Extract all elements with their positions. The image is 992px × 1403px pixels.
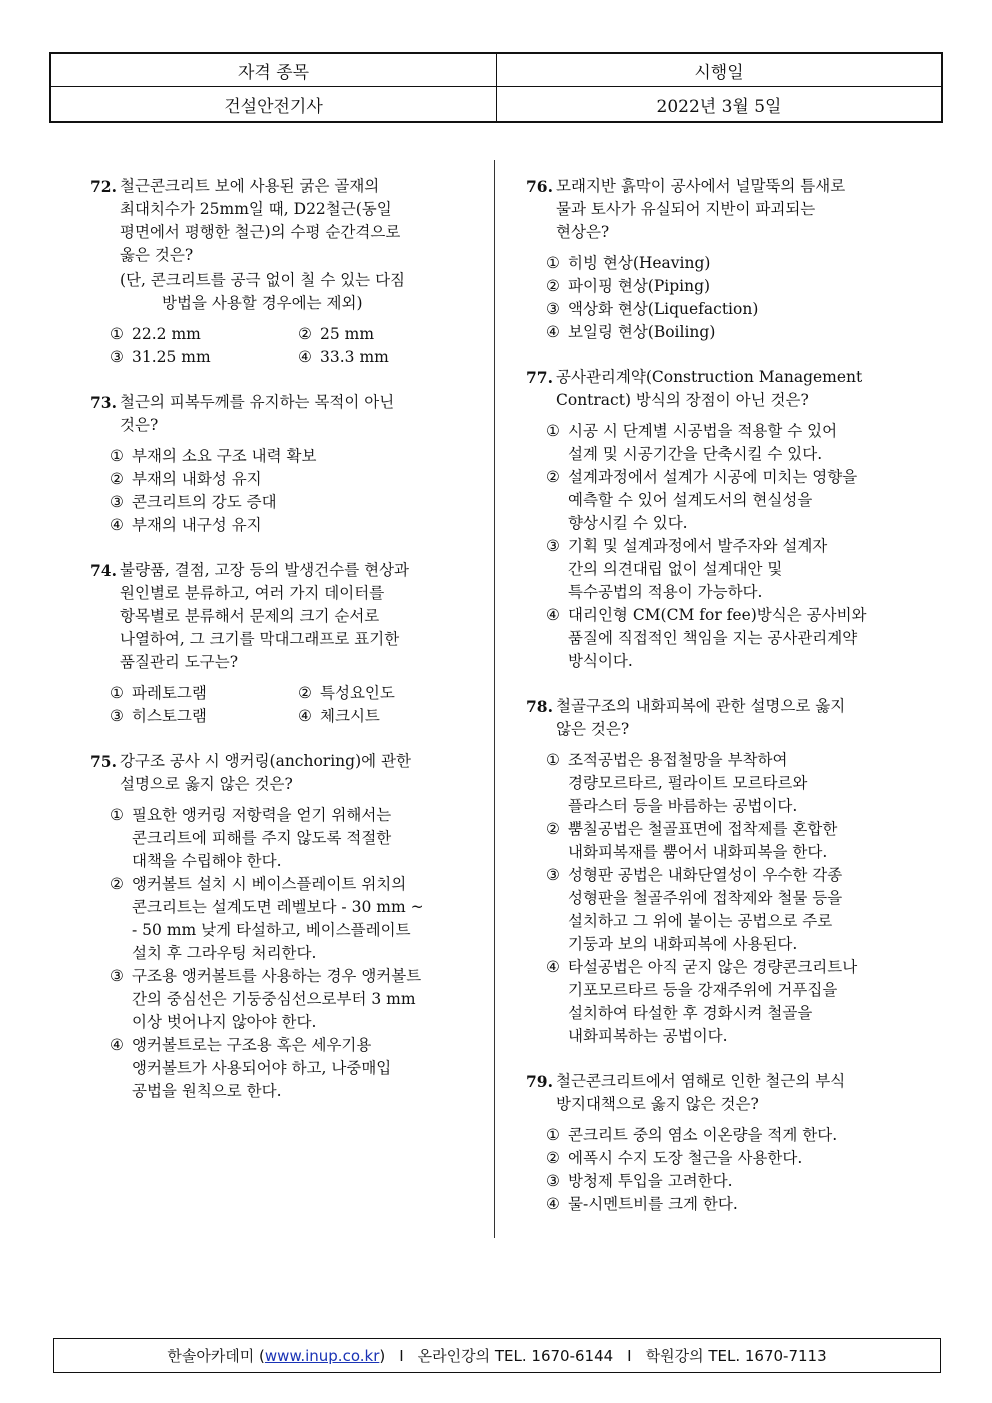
option-text: 22.2 mm: [132, 325, 201, 343]
question-number: 78.: [526, 697, 553, 716]
question-line: 나열하여, 그 크기를 막대그래프로 표기한: [120, 630, 400, 648]
option-mark: ③: [110, 967, 124, 985]
option-line: 기둥과 보의 내화피복에 사용된다.: [568, 935, 798, 953]
option-mark: ④: [546, 606, 560, 624]
option-2[interactable]: [298, 323, 486, 346]
option-4[interactable]: [546, 321, 911, 344]
question-line: 강구조 공사 시 앵커링(anchoring)에 관한: [120, 752, 411, 770]
option-3[interactable]: [546, 298, 911, 321]
option-4[interactable]: [546, 1193, 911, 1216]
option-3[interactable]: [546, 535, 911, 604]
option-4[interactable]: [546, 956, 911, 1048]
option-line: 간의 의견대립 없이 설계대안 및: [568, 560, 783, 578]
option-mark: ①: [110, 447, 124, 465]
option-mark: ③: [546, 1172, 560, 1190]
option-line: 설치하여 타설한 후 경화시켜 철골을: [568, 1004, 813, 1022]
option-mark: ①: [110, 806, 124, 824]
option-text: 히스토그램: [132, 707, 207, 725]
option-line: 뿜칠공법은 철골표면에 접착제를 혼합한: [568, 820, 838, 838]
question-line: 불량품, 결점, 고장 등의 발생건수를 현상과: [120, 561, 410, 579]
option-mark: ④: [110, 1036, 124, 1054]
option-line: 기포모르타르 등을 강재주위에 거푸집을: [568, 981, 838, 999]
question-72: [90, 175, 475, 369]
note-line: 방법을 사용할 경우에는 제외): [162, 294, 363, 312]
options: [110, 445, 475, 537]
column-divider: [494, 160, 495, 1238]
option-2[interactable]: [546, 466, 911, 535]
question-line: 항목별로 분류해서 문제의 크기 순서로: [120, 607, 380, 625]
footer-bar: [53, 1338, 941, 1373]
option-line: 설치하고 그 위에 붙이는 공법으로 주로: [568, 912, 833, 930]
option-text: 33.3 mm: [320, 348, 389, 366]
option-line: 필요한 앵커링 저항력을 얻기 위해서는: [132, 806, 392, 824]
online-phone: 온라인강의 TEL. 1670-6144: [417, 1347, 614, 1365]
option-1[interactable]: [110, 323, 298, 346]
academy-link[interactable]: www.inup.co.kr: [264, 1346, 380, 1365]
option-mark: ①: [110, 684, 124, 702]
option-mark: ②: [546, 277, 560, 295]
question-line: 원인별로 분류하고, 여러 가지 데이터를: [120, 584, 385, 602]
option-line: 타설공법은 아직 굳지 않은 경량콘크리트나: [568, 958, 858, 976]
question-line: 방지대책으로 옳지 않은 것은?: [556, 1095, 759, 1113]
option-line: 간의 중심선은 기둥중심선으로부터 3 mm: [132, 990, 416, 1008]
options: [546, 252, 911, 344]
academy-close: ): [379, 1346, 386, 1365]
question-line: 옳은 것은?: [120, 246, 194, 264]
option-4[interactable]: [298, 346, 486, 369]
option-mark: ②: [110, 470, 124, 488]
option-3[interactable]: [110, 346, 298, 369]
option-mark: ③: [546, 866, 560, 884]
option-mark: ①: [110, 325, 124, 343]
date-value: 2022년 3월 5일: [656, 96, 782, 117]
question-line: 것은?: [120, 416, 159, 434]
option-line: 내화피복하는 공법이다.: [568, 1027, 728, 1045]
question-73: [90, 391, 475, 537]
option-line: 예측할 수 있어 설계도서의 현실성을: [568, 491, 813, 509]
option-4[interactable]: [110, 1034, 475, 1103]
option-line: 특수공법의 적용이 가능하다.: [568, 583, 763, 601]
option-line: 품질에 직접적인 책임을 지는 공사관리계약: [568, 629, 858, 647]
option-line: 설치 후 그라우팅 처리한다.: [132, 944, 317, 962]
option-3[interactable]: [110, 705, 298, 728]
right-column: [526, 175, 911, 1238]
option-line: 에폭시 수지 도장 철근을 사용한다.: [568, 1149, 803, 1167]
question-line: 물과 토사가 유실되어 지반이 파괴되는: [556, 200, 816, 218]
option-mark: ②: [546, 820, 560, 838]
question-line: 않은 것은?: [556, 720, 630, 738]
option-text: 25 mm: [320, 325, 375, 343]
option-1[interactable]: [546, 749, 911, 818]
question-number: 75.: [90, 752, 117, 771]
option-line: 기획 및 설계과정에서 발주자와 설계자: [568, 537, 828, 555]
question-line: 철근의 피복두께를 유지하는 목적이 아닌: [120, 393, 395, 411]
option-line: 물-시멘트비를 크게 한다.: [568, 1195, 738, 1213]
question-number: 77.: [526, 368, 553, 387]
question-line: 평면에서 평행한 철근)의 수평 순간격으로: [120, 223, 401, 241]
option-1[interactable]: [110, 804, 475, 873]
date-label: 시행일: [497, 54, 941, 87]
option-4[interactable]: [298, 705, 486, 728]
option-text: 부재의 내구성 유지: [132, 516, 262, 534]
option-mark: ④: [110, 516, 124, 534]
options: [546, 420, 911, 673]
question-number: 73.: [90, 393, 117, 412]
footer-separator: I: [399, 1346, 404, 1365]
option-line: 향상시킬 수 있다.: [568, 514, 688, 532]
option-line: 설계과정에서 설계가 시공에 미치는 영향을: [568, 468, 858, 486]
academy-name: 한솔아카데미 (: [167, 1347, 265, 1365]
option-text: 콘크리트의 강도 증대: [132, 493, 277, 511]
option-line: 시공 시 단계별 시공법을 적용할 수 있어: [568, 422, 838, 440]
question-line: 최대치수가 25mm일 때, D22철근(동일: [120, 200, 392, 218]
note-line: (단, 콘크리트를 공극 없이 칠 수 있는 다짐: [120, 271, 406, 289]
option-2[interactable]: [298, 682, 486, 705]
option-text: 체크시트: [320, 707, 380, 725]
option-2[interactable]: [546, 818, 911, 864]
option-mark: ④: [546, 1195, 560, 1213]
question-77: [526, 366, 911, 673]
option-text: 파레토그램: [132, 684, 207, 702]
option-mark: ②: [298, 325, 312, 343]
option-mark: ④: [298, 348, 312, 366]
offline-phone: 학원강의 TEL. 1670-7113: [645, 1347, 827, 1365]
question-79: [526, 1070, 911, 1216]
option-text: 31.25 mm: [132, 348, 211, 366]
subject-label: 자격 종목: [51, 54, 497, 87]
option-mark: ④: [298, 707, 312, 725]
option-mark: ①: [546, 422, 560, 440]
option-3[interactable]: [546, 1170, 911, 1193]
option-mark: ①: [546, 751, 560, 769]
option-mark: ③: [110, 348, 124, 366]
option-line: 설계 및 시공기간을 단축시킬 수 있다.: [568, 445, 823, 463]
option-1[interactable]: [546, 420, 911, 466]
option-text: 특성요인도: [320, 684, 395, 702]
option-2[interactable]: [546, 1147, 911, 1170]
option-line: 이상 벗어나지 않아야 한다.: [132, 1013, 317, 1031]
left-column: [90, 175, 475, 1125]
option-2[interactable]: [546, 275, 911, 298]
question-number: 74.: [90, 561, 117, 580]
option-line: 콘크리트에 피해를 주지 않도록 적절한: [132, 829, 392, 847]
options: [546, 1124, 911, 1216]
question-number: 72.: [90, 177, 117, 196]
options: [546, 749, 911, 1048]
question-76: [526, 175, 911, 344]
option-mark: ②: [546, 1149, 560, 1167]
option-mark: ①: [546, 1126, 560, 1144]
question-number: 79.: [526, 1072, 553, 1091]
header-table: [49, 52, 943, 123]
option-line: 대책을 수립해야 한다.: [132, 852, 282, 870]
question-line: 현상은?: [556, 223, 610, 241]
question-74: [90, 559, 475, 728]
question-line: Contract) 방식의 장점이 아닌 것은?: [556, 391, 809, 409]
option-2[interactable]: [110, 873, 475, 965]
options: [110, 323, 475, 369]
option-text: 부재의 내화성 유지: [132, 470, 262, 488]
option-line: 공법을 원칙으로 한다.: [132, 1082, 282, 1100]
option-line: 파이핑 현상(Piping): [568, 277, 711, 295]
option-4[interactable]: [546, 604, 911, 673]
option-3[interactable]: [110, 491, 475, 514]
question-line: 공사관리계약(Construction Management: [556, 368, 863, 386]
question-75: [90, 750, 475, 1103]
option-1[interactable]: [546, 252, 911, 275]
question-78: [526, 695, 911, 1048]
option-3[interactable]: [110, 965, 475, 1034]
question-line: 철근콘크리트 보에 사용된 굵은 골재의: [120, 177, 380, 195]
option-line: 조적공법은 용접철망을 부착하여: [568, 751, 788, 769]
option-mark: ④: [546, 958, 560, 976]
option-mark: ④: [546, 323, 560, 341]
option-line: 앵커볼트가 사용되어야 하고, 나중매입: [132, 1059, 392, 1077]
option-mark: ②: [298, 684, 312, 702]
option-line: 앵커볼트 설치 시 베이스플레이트 위치의: [132, 875, 407, 893]
question-line: 품질관리 도구는?: [120, 653, 239, 671]
question-line: 모래지반 흙막이 공사에서 널말뚝의 틈새로: [556, 177, 846, 195]
option-line: 성형판 공법은 내화단열성이 우수한 각종: [568, 866, 843, 884]
question-line: 철근콘크리트에서 염해로 인한 철근의 부식: [556, 1072, 846, 1090]
question-line: 설명으로 옳지 않은 것은?: [120, 775, 293, 793]
option-mark: ③: [546, 300, 560, 318]
option-mark: ③: [546, 537, 560, 555]
option-line: - 50 mm 낮게 타설하고, 베이스플레이트: [132, 921, 411, 939]
option-line: 대리인형 CM(CM for fee)방식은 공사비와: [568, 606, 867, 624]
option-line: 구조용 앵커볼트를 사용하는 경우 앵커볼트: [132, 967, 422, 985]
option-line: 앵커볼트로는 구조용 혹은 세우기용: [132, 1036, 372, 1054]
option-mark: ③: [110, 707, 124, 725]
option-line: 콘크리트 중의 염소 이온량을 적게 한다.: [568, 1126, 838, 1144]
option-line: 경량모르타르, 펄라이트 모르타르와: [568, 774, 808, 792]
options: [110, 682, 475, 728]
option-line: 히빙 현상(Heaving): [568, 254, 711, 272]
option-line: 콘크리트는 설계도면 레벨보다 - 30 mm ~: [132, 898, 424, 916]
option-line: 내화피복재를 뿜어서 내화피복을 한다.: [568, 843, 828, 861]
option-line: 액상화 현상(Liquefaction): [568, 300, 759, 318]
option-text: 부재의 소요 구조 내력 확보: [132, 447, 317, 465]
option-2[interactable]: [110, 468, 475, 491]
option-line: 방식이다.: [568, 652, 633, 670]
option-line: 플라스터 등을 바름하는 공법이다.: [568, 797, 798, 815]
option-1[interactable]: [110, 445, 475, 468]
option-line: 방청제 투입을 고려한다.: [568, 1172, 733, 1190]
option-4[interactable]: [110, 514, 475, 537]
footer-separator: I: [627, 1346, 632, 1365]
subject-value: 건설안전기사: [51, 87, 497, 121]
option-mark: ①: [546, 254, 560, 272]
options: [110, 804, 475, 1103]
option-1[interactable]: [110, 682, 298, 705]
question-number: 76.: [526, 177, 553, 196]
question-line: 철골구조의 내화피복에 관한 설명으로 옳지: [556, 697, 846, 715]
option-line: 성형판을 철골주위에 접착제와 철물 등을: [568, 889, 843, 907]
option-mark: ③: [110, 493, 124, 511]
option-mark: ②: [110, 875, 124, 893]
option-3[interactable]: [546, 864, 911, 956]
option-1[interactable]: [546, 1124, 911, 1147]
option-mark: ②: [546, 468, 560, 486]
option-line: 보일링 현상(Boiling): [568, 323, 716, 341]
question-note: [120, 269, 475, 315]
